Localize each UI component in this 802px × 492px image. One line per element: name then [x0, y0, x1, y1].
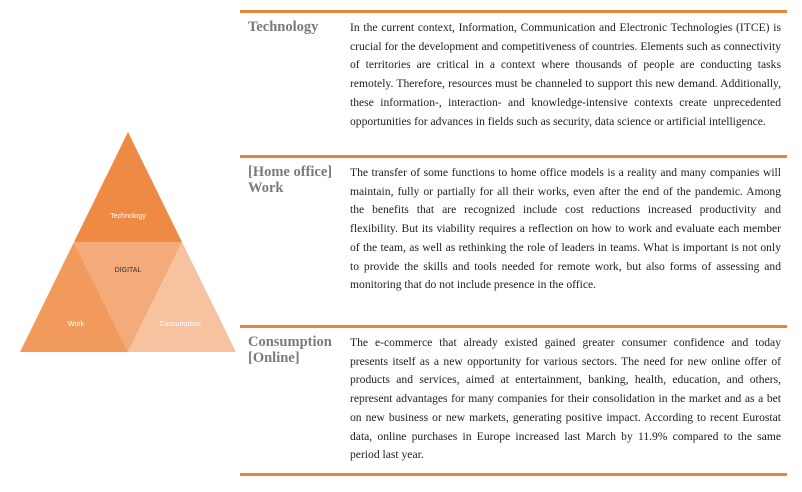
- table-row-consumption-online: [240, 328, 787, 473]
- row-text-home-office-work: The transfer of some functions to home office models is a reality and many companies will maintain, fully or partially for all their works, even after the end of the pandemic. Among the benefits that are recognized include cost reductions increased productivity and flexibility. But its viability requires a reflection on how to work and evaluate each member of the team, as well as rethinking the role of leaders in teams. What is important is not only to provide the skills and tools needed for remote work, but also forms of assessing and monitoring that do not include presence in the office.: [350, 166, 781, 292]
- technology-triangle: [74, 132, 182, 242]
- technology-label: Technology: [110, 213, 146, 220]
- row-label-home-office-work: [Home office] Work: [248, 164, 333, 196]
- triangle-svg: [20, 130, 236, 354]
- row-text-consumption-online: The e-commerce that already existed gained greater consumer confidence and today presents itself as a new opportunity for various sectors. The need for new online offer of products and services, aimed at entertainment, banking, health, education, and others, represent advantages for many companies for their consolidation in the market and as a bet on new business or new markets, generating positive impact. According to recent Eurostat data, online purchases in Europe increased last March by 11.9% compared to the same period last year.: [350, 336, 781, 462]
- consumption-label: Consumption: [159, 321, 201, 328]
- digital-impact-table: [240, 10, 787, 476]
- row-text-technology: In the current context, Information, Communication and Electronic Technologies (ITCE) is crucial for the development and competitiveness of countries. Elements such as connectivity of territories are critical in a context where thousands of people are conducting tasks remotely. Therefore, resources must be channeled to support this new demand. Additionally, these information-, interaction- and knowledge-intensive contexts create unprecedented opportunities for advances in fields such as security, data science or artificial intelligence.: [350, 21, 781, 128]
- row-label-consumption-online: Consumption [Online]: [248, 334, 332, 366]
- row-label-technology: Technology: [248, 19, 319, 35]
- table-row-home-office-work: [240, 158, 787, 325]
- work-label: Work: [67, 321, 85, 328]
- digital-label: DIGITAL: [114, 267, 142, 274]
- table-row-technology: [240, 13, 787, 155]
- digital-triangle-diagram: [20, 130, 236, 354]
- table-bottom-rule: [240, 473, 787, 476]
